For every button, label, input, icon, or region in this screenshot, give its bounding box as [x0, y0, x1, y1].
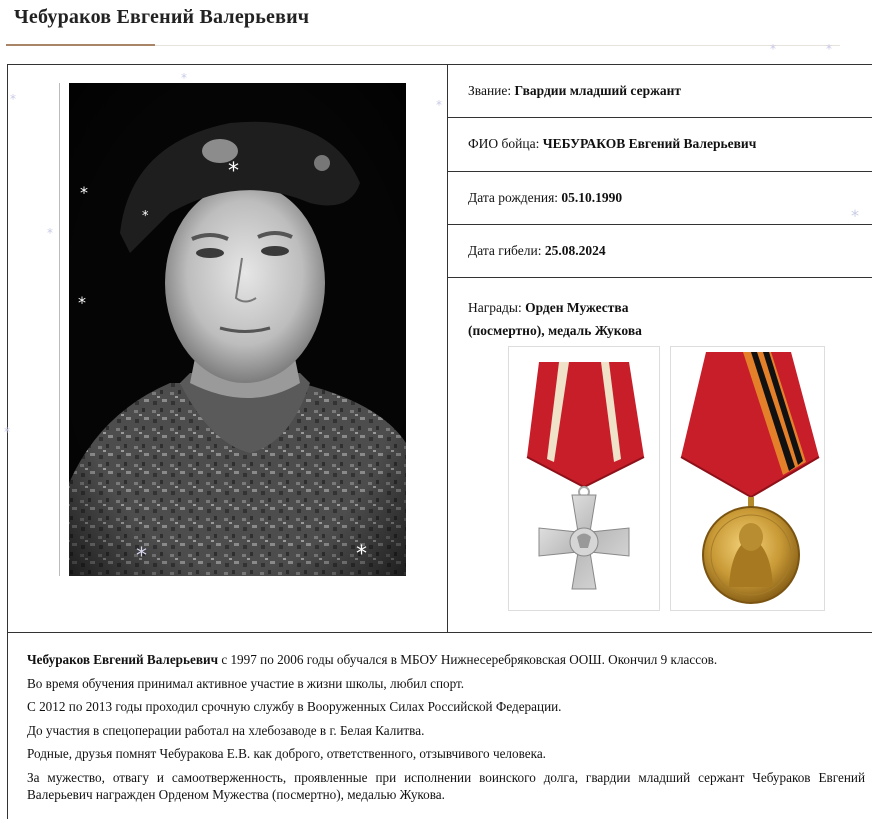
birth-value: 05.10.1990 — [561, 190, 623, 205]
biography-text — [27, 651, 865, 809]
snowflake-icon: * — [10, 92, 16, 106]
snowflake-icon: * — [436, 98, 442, 112]
order-of-courage-image — [508, 346, 660, 611]
snowflake-icon: * — [47, 226, 53, 240]
svg-text:*: * — [80, 183, 88, 202]
fio-row — [448, 118, 872, 172]
awards-value-line1: Орден Мужества — [525, 300, 629, 315]
rank-row — [448, 65, 872, 118]
bio-paragraph-3: С 2012 по 2013 годы проходил срочную службу в Вооруженных Силах Российской Федерации. — [27, 699, 562, 714]
soldier-portrait — [59, 83, 407, 576]
bio-paragraph-6: За мужество, отвагу и самоотверженность, проявленные при исполнении воинского долга, гвардии младший сержант Чебураков Евгений Валерьевич награжден Орденом Мужества (посмертно), медалью Жукова. — [27, 769, 865, 802]
title-underline-accent — [6, 44, 155, 46]
svg-text:*: * — [356, 542, 367, 567]
awards-text — [468, 296, 642, 342]
bio-paragraph-4: До участия в спецоперации работал на хлебозаводе в г. Белая Калитва. — [27, 722, 425, 738]
snowflake-icon: * — [770, 42, 776, 56]
bio-paragraph-2: Во время обучения принимал активное участие в жизни школы, любил спорт. — [27, 675, 465, 691]
birth-label: Дата рождения: — [468, 190, 562, 205]
snowflake-icon: * — [181, 71, 187, 85]
snowflake-icon: * — [851, 206, 859, 225]
snowflake-icon: * — [4, 425, 10, 439]
card-row-divider — [8, 632, 872, 633]
awards-label: Награды: — [468, 300, 526, 315]
death-value: 25.08.2024 — [544, 243, 606, 258]
birth-date-row — [448, 172, 872, 225]
svg-text:*: * — [136, 544, 147, 569]
death-date-row — [448, 225, 872, 278]
awards-value-line2: (посмертно), медаль Жукова — [468, 323, 642, 338]
snowflake-icon: * — [826, 42, 832, 56]
zhukov-medal-image — [670, 346, 825, 611]
bio-paragraph-1: с 1997 по 2006 годы обучался в МБОУ Нижнесеребряковская ООШ. Окончил 9 классов. — [218, 652, 718, 667]
svg-text:*: * — [228, 159, 239, 184]
rank-value: Гвардии младший сержант — [514, 83, 682, 98]
death-label: Дата гибели: — [468, 243, 545, 258]
fio-value: ЧЕБУРАКОВ Евгений Валерьевич — [542, 136, 757, 151]
svg-text:*: * — [142, 209, 149, 224]
fio-label: ФИО бойца: — [468, 136, 543, 151]
bio-name: Чебураков Евгений Валерьевич — [27, 652, 219, 667]
page-title: Чебураков Евгений Валерьевич — [14, 6, 310, 28]
title-underline — [155, 45, 840, 46]
svg-text:*: * — [78, 293, 86, 312]
bio-paragraph-5: Родные, друзья помнят Чебуракова Е.В. как доброго, ответственного, отзывчивого человека. — [27, 746, 546, 761]
rank-label: Звание: — [468, 83, 515, 98]
